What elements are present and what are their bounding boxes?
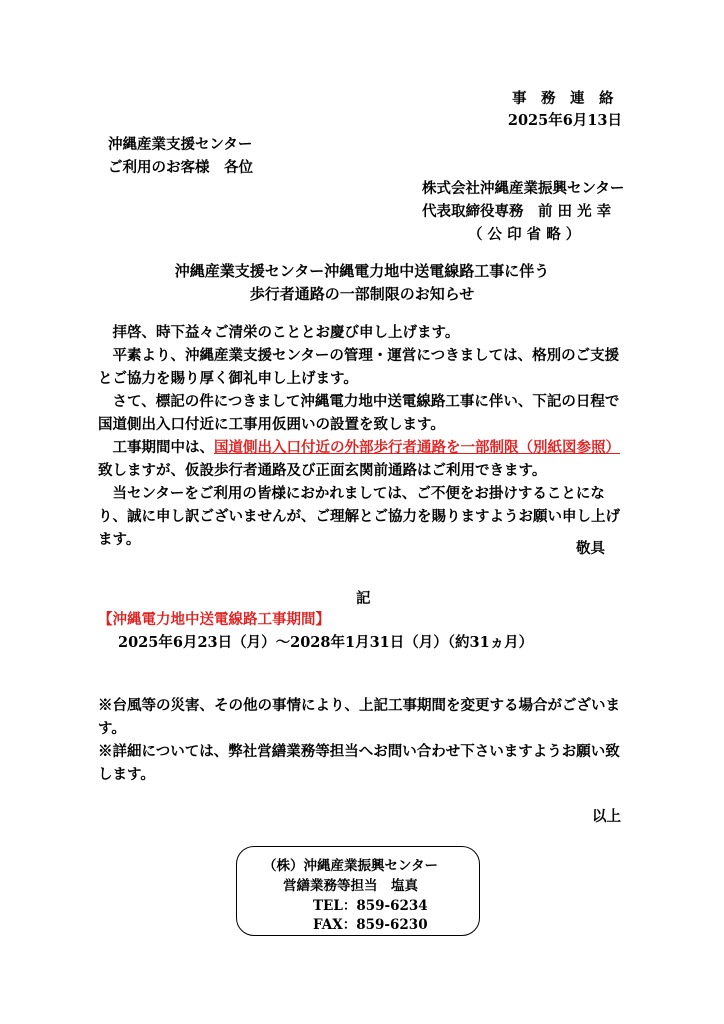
body-paragraph-restriction [98, 436, 628, 482]
notice-title-line1: 沖縄産業支援センター沖縄電力地中送電線路工事に伴う [174, 262, 550, 280]
restriction-intro: 工事期間中は、 [112, 439, 214, 456]
sender-company: 株式会社沖縄産業振興センター [422, 180, 625, 197]
recipient-addressee: ご利用のお客様 各位 [108, 159, 253, 176]
contact-company: （株）沖縄産業振興センター [263, 858, 438, 874]
note-schedule-change: ※台風等の災害、その他の事情により、上記工事期間を変更する場合がございます。 [98, 697, 620, 737]
restriction-rest: 致しますが、仮設歩行者通路及び正面玄関前通路はご利用できます。 [98, 462, 547, 479]
contact-person: 営繕業務等担当 塩真 [283, 878, 418, 894]
sender-representative: 代表取締役専務 前 田 光 幸 [422, 203, 612, 220]
body-paragraph-thanks: 平素より、沖縄産業支援センターの管理・運営につきましては、格別のご支援とご協力を賜り厚く御礼申し上げます。 [98, 347, 620, 387]
body-paragraph-construction: さて、標記の件につきまして沖縄電力地中送電線路工事に伴い、下記の日程で国道側出入口付近に工事用仮囲いの設置を致します。 [98, 393, 620, 433]
closing-ijou: 以上 [592, 808, 621, 825]
issue-date: 2025年6月13日 [507, 112, 622, 129]
contact-box [236, 846, 480, 936]
construction-period: 2025年6月23日（月）～2028年1月31日（月）（約31ヵ月） [118, 634, 534, 651]
recipient-org: 沖縄産業支援センター [108, 136, 253, 153]
note-inquiries: ※詳細については、弊社営繕業務等担当へお問い合わせ下さいますようお願い致します。 [98, 743, 620, 783]
body-greeting: 拝啓、時下益々ご清栄のこととお慶び申し上げます。 [112, 324, 460, 341]
restriction-highlight: 国道側出入口付近の外部歩行者通路を一部制限（別紙図参照） [214, 439, 620, 456]
contact-tel: TEL：859-6234 [313, 898, 428, 914]
seal-omitted-note: （ 公 印 省 略 ） [468, 226, 581, 243]
notice-title-line2: 歩行者通路の一部制限のお知らせ [249, 285, 475, 303]
contact-fax: FAX：859-6230 [313, 917, 428, 933]
closing-keigu: 敬具 [576, 540, 605, 557]
record-label: 記 [356, 590, 371, 607]
document-type-label: 事 務 連 絡 [512, 90, 614, 107]
period-heading: 【沖縄電力地中送電線路工事期間】 [98, 611, 330, 628]
body-paragraph-apology: 当センターをご利用の皆様におかれましては、ご不便をお掛けすることになり、誠に申し訳ございませんが、ご理解とご協力を賜りますようお願い申し上げます。 [98, 485, 620, 548]
